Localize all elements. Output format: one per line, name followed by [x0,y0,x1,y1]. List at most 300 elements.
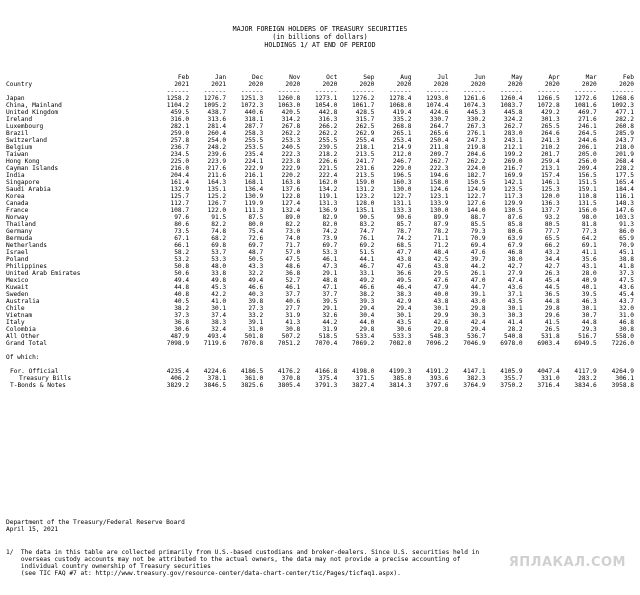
table-cell: 234.5 [170,151,190,158]
month-header: Feb [177,74,190,81]
table-cell: 7069.2 [352,340,375,347]
table-cell: 371.5 [355,375,375,382]
table-cell: 1276.2 [352,95,375,102]
table-cell: 40.3 [248,291,264,298]
table-cell: 41.5 [544,319,560,326]
table-cell: 419.4 [392,109,412,116]
table-cell: 168.1 [244,179,264,186]
table-cell: 48.7 [248,249,264,256]
table-cell: 51.5 [359,249,375,256]
table-row [6,172,634,179]
table-cell: 27.7 [285,305,301,312]
table-cell: 31.9 [322,326,338,333]
table-row [6,319,634,326]
month-header: May [511,74,523,81]
table-cell: 201.9 [615,151,634,158]
table-cell: 47.5 [285,256,301,263]
table-cell: 43.8 [433,263,449,270]
table-cell: 29.8 [359,326,375,333]
table-cell: 45.4 [544,277,560,284]
table-cell: 30.1 [211,305,227,312]
table-cell: 44.8 [544,298,560,305]
table-cell: 42.9 [396,298,412,305]
table-cell: 250.4 [429,137,449,144]
table-cell: 131.3 [318,200,338,207]
table-cell: 212.1 [504,144,523,151]
table-cell: 80.0 [248,221,264,228]
table-cell: 205.0 [578,151,597,158]
table-cell: 50.8 [174,263,190,270]
table-cell: 313.6 [207,116,227,123]
header-rule: ------ [240,88,264,95]
table-cell: 424.6 [429,109,449,116]
table-cell: 331.0 [541,375,560,382]
table-cell: 131.5 [578,200,597,207]
table-cell: 78.7 [396,228,412,235]
table-cell: 40.8 [174,291,190,298]
table-cell: 132.9 [170,186,190,193]
country-name: Netherlands [6,242,47,249]
table-cell: 37.7 [285,291,301,298]
table-cell: 218.2 [318,151,338,158]
table-cell: 226.6 [318,158,338,165]
year-header: 2020 [470,81,486,88]
table-cell: 385.0 [392,375,412,382]
country-name: Poland [6,256,29,263]
country-name: Colombia [6,326,36,333]
header-rule: ------ [166,88,190,95]
month-header: Mar [585,74,597,81]
table-cell: 1260.4 [500,95,523,102]
table-cell: 26.1 [470,270,486,277]
table-cell: 47.9 [433,284,449,291]
table-row [6,228,634,235]
table-cell: 204.6 [466,151,486,158]
country-name: Grand Total [6,340,47,347]
table-cell: 4264.9 [611,368,634,375]
table-cell: 73.5 [174,228,190,235]
table-cell: 44.1 [359,256,375,263]
table-cell: 123.2 [355,193,375,200]
table-cell: 194.6 [429,172,449,179]
table-cell: 29.1 [322,270,338,277]
table-cell: 137.6 [281,186,301,193]
table-cell: 204.4 [170,172,190,179]
table-cell: 420.5 [281,109,301,116]
table-cell: 27.9 [507,270,523,277]
header-rule: ------ [537,88,560,95]
country-name: T-Bonds & Notes [10,382,66,389]
table-cell: 69.1 [581,242,597,249]
table-cell: 47.7 [396,249,412,256]
country-name: United Arab Emirates [6,270,81,277]
table-cell: 126.7 [207,200,227,207]
table-cell: 217.6 [207,165,227,172]
table-cell: 68.5 [396,242,412,249]
table-cell: 97.6 [174,214,190,221]
table-cell: 1092.3 [611,102,634,109]
table-cell: 71.1 [433,235,449,242]
country-name: Philippines [6,263,47,270]
table-cell: 244.6 [578,137,597,144]
table-cell: 169.9 [504,172,523,179]
footer [6,519,626,533]
table-cell: 53.3 [322,249,338,256]
table-cell: 199.2 [504,151,523,158]
table-cell: 63.9 [507,235,523,242]
table-cell: 45.4 [619,291,634,298]
table-cell: 46.6 [248,284,264,291]
table-cell: 31.0 [619,312,634,319]
table-cell: 1063.0 [277,102,301,109]
table-cell: 72.6 [248,235,264,242]
table-cell: 493.4 [207,333,227,340]
country-name: Cayman Islands [6,165,59,172]
footnote-line-2: overseas custody accounts may not be attributed to the actual owners, the data may not provide a precise accounting of [6,556,461,563]
table-cell: 87.6 [507,214,523,221]
table-cell: 301.3 [541,116,560,123]
table-cell: 262.9 [355,130,375,137]
table-cell: 39.1 [248,319,264,326]
table-cell: 29.3 [581,326,597,333]
table-row [6,109,634,116]
table-row [6,158,634,165]
table-cell: 39.5 [322,298,338,305]
table-cell: 287.7 [244,123,264,130]
table-cell: 445.3 [466,109,486,116]
table-cell: 44.5 [544,284,560,291]
table-cell: 264.5 [578,130,597,137]
table-cell: 4199.3 [389,368,412,375]
table-cell: 212.0 [392,151,412,158]
table-cell: 43.1 [581,263,597,270]
table-cell: 27.3 [248,305,264,312]
table-cell: 3716.4 [537,382,560,389]
table-cell: 36.5 [544,291,560,298]
table-cell: 137.7 [541,207,560,214]
table-cell: 469.7 [578,109,597,116]
table-cell: 246.1 [578,123,597,130]
table-cell: 518.5 [318,333,338,340]
country-name: All Other [6,333,40,340]
table-cell: 136.4 [244,186,264,193]
table-row [6,116,634,123]
table-cell: 30.7 [581,312,597,319]
table-cell: 222.3 [429,165,449,172]
table-cell: 1054.0 [314,102,338,109]
table-cell: 73.0 [285,228,301,235]
table-cell: 283.0 [504,130,523,137]
table-cell: 7119.6 [203,340,227,347]
table-cell: 507.2 [281,333,301,340]
table-cell: 88.7 [470,214,486,221]
table-cell: 43.8 [433,298,449,305]
table-cell: 214.9 [392,144,412,151]
table-cell: 38.3 [396,291,412,298]
header-rule: ------ [314,88,338,95]
table-row [6,95,634,102]
table-cell: 30.8 [285,326,301,333]
table-cell: 49.4 [174,277,190,284]
table-cell: 46.8 [619,319,634,326]
table-cell: 4147.1 [463,368,486,375]
table-cell: 37.1 [507,291,523,298]
table-cell: 57.0 [285,249,301,256]
table-cell: 58.2 [174,249,190,256]
table-cell: 1074.3 [463,102,486,109]
table-cell: 42.4 [470,319,486,326]
table-row [6,256,634,263]
table-cell: 73.9 [322,235,338,242]
year-header: 2021 [211,81,227,88]
table-cell: 262.2 [466,158,486,165]
table-cell: 130.9 [244,193,264,200]
table-cell: 89.9 [433,214,449,221]
table-row [6,312,634,319]
table-cell: 239.6 [207,151,227,158]
table-cell: 37.7 [322,291,338,298]
table-cell: 133.9 [429,200,449,207]
table-cell: 259.4 [541,158,560,165]
table-cell: 3958.8 [611,382,634,389]
table-cell: 256.0 [578,158,597,165]
table-row [6,382,634,389]
table-cell: 254.0 [207,137,227,144]
year-header: 2020 [322,81,338,88]
country-name: Vietnam [6,312,33,319]
table-cell: 103.3 [615,214,634,221]
table-row [6,165,634,172]
month-header: Dec [252,74,264,81]
table-cell: 42.6 [433,319,449,326]
table-cell: 47.6 [396,263,412,270]
table-cell: 47.1 [322,284,338,291]
table-cell: 156.5 [578,172,597,179]
table-cell: 378.1 [207,375,227,382]
table-cell: 76.1 [359,235,375,242]
table-cell: 120.0 [541,193,560,200]
table-cell: 28.0 [581,270,597,277]
table-cell: 85.8 [507,221,523,228]
month-header: Sep [363,74,375,81]
table-cell: 3846.5 [203,382,227,389]
table-cell: 211.8 [429,144,449,151]
table-cell: 71.7 [285,242,301,249]
table-cell: 157.4 [541,172,560,179]
table-cell: 264.6 [541,130,560,137]
table-cell: 41.4 [507,319,523,326]
table-cell: 7226.0 [611,340,634,347]
table-cell: 262.5 [355,123,375,130]
table-cell: 196.5 [392,172,412,179]
report-title: MAJOR FOREIGN HOLDERS OF TREASURY SECURITIES [232,25,408,33]
table-cell: 182.7 [466,172,486,179]
table-cell: 218.0 [615,144,634,151]
table-cell: 243.1 [504,137,523,144]
table-cell: 90.6 [396,214,412,221]
footnote-line-3: individual country ownership of Treasury securities [6,563,211,570]
table-cell: 82.2 [285,221,301,228]
country-name: Italy [6,319,25,326]
table-cell: 222.3 [281,151,301,158]
table-cell: 3814.3 [389,382,412,389]
table-cell: 1268.6 [611,95,634,102]
table-cell: 268.4 [615,158,634,165]
table-row [6,368,634,375]
table-cell: 78.2 [433,228,449,235]
table-cell: 206.1 [578,144,597,151]
table-row [6,242,634,249]
header-rule: ------ [611,88,634,95]
table-row [6,235,634,242]
table-cell: 7046.9 [463,340,486,347]
header-rule: ------ [500,88,523,95]
table-cell: 314.2 [281,116,301,123]
table-cell: 160.3 [392,179,412,186]
month-header: Jul [437,74,449,81]
table-cell: 77.7 [544,228,560,235]
table-cell: 4166.8 [314,368,338,375]
of-which-label: Of which: [6,354,40,361]
table-cell: 46.1 [322,256,338,263]
table-row [6,305,634,312]
table-cell: 46.6 [359,284,375,291]
table-cell: 49.2 [359,277,375,284]
table-cell: 74.0 [285,235,301,242]
table-cell: 324.2 [504,116,523,123]
table-cell: 43.3 [248,263,264,270]
table-row [6,130,634,137]
table-cell: 7070.8 [240,340,264,347]
table-cell: 306.1 [615,375,634,382]
table-cell: 44.0 [359,319,375,326]
table-cell: 89.0 [285,214,301,221]
table-cell: 75.4 [248,228,264,235]
table-cell: 47.5 [619,277,634,284]
footnote-line-1: 1/ The data in this table are collected primarily from U.S.-based custodians and broker-dealers. Since U.S. securities held in [6,549,480,556]
table-cell: 247.3 [466,137,486,144]
country-name: Saudi Arabia [6,186,51,193]
table-cell: 147.6 [615,207,634,214]
country-name: China, Mainland [6,102,62,109]
table-cell: 240.5 [281,144,301,151]
table-cell: 3764.9 [463,382,486,389]
table-cell: 39.8 [248,298,264,305]
table-cell: 3750.2 [500,382,523,389]
table-cell: 125.7 [170,193,190,200]
table-cell: 124.6 [429,186,449,193]
year-header: 2020 [544,81,560,88]
table-cell: 71.2 [433,242,449,249]
header-rule: ------ [203,88,227,95]
table-row [6,214,634,221]
table-cell: 1251.3 [240,95,264,102]
table-cell: 1061.7 [352,102,375,109]
country-name: Switzerland [6,137,47,144]
table-cell: 40.1 [581,284,597,291]
table-cell: 29.8 [433,326,449,333]
table-cell: 43.5 [507,298,523,305]
year-header: 2020 [248,81,264,88]
table-cell: 1272.6 [574,95,597,102]
table-cell: 30.4 [359,312,375,319]
table-cell: 316.0 [170,116,190,123]
month-header: Feb [622,74,634,81]
table-row [6,249,634,256]
table-row [6,200,634,207]
table-cell: 1266.5 [537,95,560,102]
report-units: (in billions of dollars) [272,33,368,41]
table-cell: 38.8 [619,256,634,263]
table-cell: 38.2 [359,291,375,298]
table-cell: 6903.4 [537,340,560,347]
table-cell: 1083.7 [500,102,523,109]
country-name: Sweden [6,291,29,298]
table-cell: 262.7 [429,158,449,165]
table-cell: 29.6 [544,312,560,319]
table-cell: 69.2 [359,242,375,249]
table-cell: 39.7 [470,256,486,263]
table-cell: 74.2 [322,228,338,235]
table-cell: 531.8 [541,333,560,340]
table-cell: 37.3 [174,312,190,319]
table-cell: 35.6 [581,256,597,263]
table-cell: 224.0 [466,165,486,172]
table-cell: 501.8 [244,333,264,340]
table-cell: 134.2 [318,186,338,193]
table-cell: 3797.6 [426,382,449,389]
table-cell: 47.6 [433,277,449,284]
header-rule: ------ [463,88,486,95]
table-cell: 318.1 [244,116,264,123]
table-cell: 268.8 [392,123,412,130]
table-cell: 124.9 [466,186,486,193]
table-cell: 125.3 [541,186,560,193]
table-cell: 132.4 [281,207,301,214]
table-cell: 1258.2 [166,95,190,102]
table-cell: 6978.0 [500,340,523,347]
table-cell: 282.2 [615,116,634,123]
table-cell: 393.6 [429,375,449,382]
table-cell: 253.3 [281,137,301,144]
header-year-row [6,81,634,88]
table-cell: 47.3 [322,263,338,270]
table-cell: 130.5 [504,207,523,214]
header-rule: ------ [574,88,597,95]
table-row [6,144,634,151]
table-cell: 533.3 [392,333,412,340]
table-cell: 40.0 [433,291,449,298]
table-cell: 52.7 [285,277,301,284]
table-cell: 536.7 [466,333,486,340]
year-header: 2020 [507,81,523,88]
table-body [6,95,634,389]
table-cell: 69.7 [248,242,264,249]
country-column-header: Country [6,81,33,88]
table-cell: 36.8 [285,270,301,277]
table-cell: 264.7 [429,123,449,130]
table-cell: 260.4 [207,130,227,137]
table-cell: 429.2 [541,109,560,116]
table-cell: 87.9 [433,221,449,228]
table-cell: 30.1 [433,305,449,312]
table-cell: 165.4 [615,179,634,186]
table-cell: 42.7 [544,263,560,270]
table-cell: 267.3 [466,123,486,130]
table-cell: 47.0 [470,277,486,284]
table-cell: 66.1 [174,242,190,249]
table-cell: 216.1 [244,172,264,179]
